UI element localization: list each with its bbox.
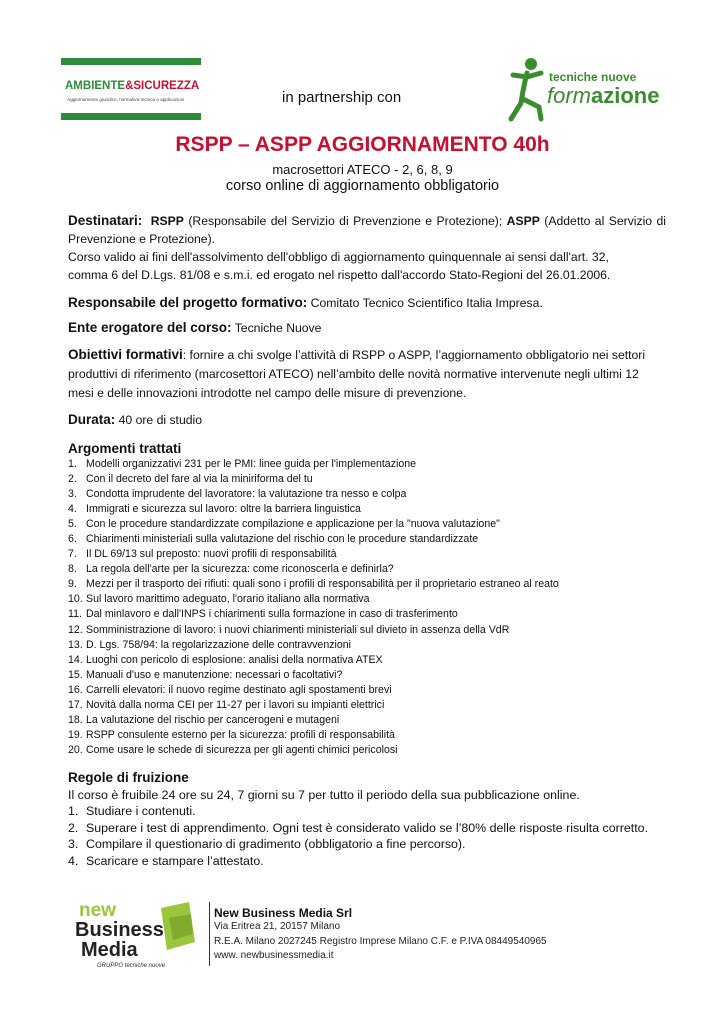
list-item: 9. Mezzi per il trasporto dei rifiuti: quali sono i profili di responsabilità per il proprietario estraneo al reato (68, 578, 559, 591)
list-item: 18. La valutazione del rischio per cancerogeni e mutageni (68, 713, 340, 726)
list-item: 3. Compilare il questionario di gradimento (obbligatorio a fine percorso). (68, 837, 466, 851)
running-figure-icon (511, 58, 541, 119)
list-item: 1. Modelli organizzativi 231 per le PMI: linee guida per l'implementazione (68, 458, 417, 470)
ambiente-sicurezza-logo (61, 58, 201, 120)
svg-text:formazione: formazione (547, 83, 660, 108)
obiettivi-value: : fornire a chi svolge l’attività di RSPP o ASPP, l’aggiornamento obbligatorio nei settori produttivi di riferimento (marcosettori ATECO) nell’ambito delle novità normative intervenute negli ultimi 12 mesi e delle innovazioni introdotte nel campo delle misure di prevenzione. (68, 348, 646, 400)
svg-text:Media: Media (81, 939, 138, 961)
list-item: 1. Studiare i contenuti. (68, 804, 196, 818)
aspp-label: ASPP (506, 214, 540, 228)
responsabile-section (68, 294, 666, 312)
list-item: 3. Condotta imprudente del lavoratore: la valutazione tra nesso e colpa (68, 488, 407, 501)
list-item: 13. D. Lgs. 758/94: la regolarizzazione delle contravvenzioni (68, 638, 351, 651)
svg-text:Aggiornamento giuridico, norma: Aggiornamento giuridico, normativa tecnica e applicazioni (67, 97, 185, 102)
company-name: New Business Media Srl (214, 906, 353, 920)
list-item: 5. Con le procedure standardizzate compilazione e applicazione per la "nuova valutazione" (68, 518, 500, 531)
list-item: 8. La regola dell'arte per la sicurezza: come riconoscerla e definirla? (68, 563, 394, 576)
destinatari-section (68, 212, 666, 284)
list-item: 4. Immigrati e sicurezza sul lavoro: oltre la barriera linguistica (68, 503, 361, 516)
rspp-description: (Responsabile del Servizio di Prevenzione e Protezione); (183, 214, 507, 228)
company-website[interactable]: www. newbusinessmedia.it (214, 949, 334, 961)
list-item: 6. Chiarimenti ministeriali sulla valutazione del rischio con le procedure standardizzate (68, 533, 479, 546)
svg-text:AMBIENTE&SICUREZZA: AMBIENTE&SICUREZZA (65, 80, 200, 92)
destinatari-text: Corso valido ai fini dell'assolvimento dell'obbligo di aggiornamento quinquennale ai sensi dall'art. 32, comma 6 del D.Lgs. 81/08 e s.m.i. ed erogato nel rispetto dall'accordo Stato-Regioni del 26.01.2006. (68, 250, 611, 282)
rspp-label: RSPP (150, 214, 184, 228)
list-item: 20. Come usare le schede di sicurezza per gli agenti chimici pericolosi (68, 743, 398, 756)
ente-section (68, 319, 666, 337)
svg-text:new: new (79, 900, 116, 921)
obiettivi-label: Obiettivi formativi (68, 347, 183, 362)
course-title: RSPP – ASPP AGGIORNAMENTO 40h (175, 133, 550, 156)
responsabile-label: Responsabile del progetto formativo: (68, 295, 308, 310)
destinatari-label: Destinatari: (68, 213, 143, 228)
list-item: 4. Scaricare e stampare l’attestato. (68, 853, 264, 868)
partnership-text: in partnership con (282, 89, 402, 106)
list-item: 19. RSPP consulente esterno per la sicurezza: profili di responsabilità (68, 728, 395, 741)
tecniche-nuove-formazione-logo (505, 55, 665, 123)
list-item: 16. Carrelli elevatori: il nuovo regime destinato agli spostamenti brevi (68, 683, 392, 696)
list-item: 2. Superare i test di apprendimento. Ogni test è considerato valido se l’80% delle risposte risulta corretto. (68, 820, 649, 835)
regole-intro: Il corso è fruibile 24 ore su 24, 7 giorni su 7 per tutto il periodo della sua pubblicazione online. (68, 787, 580, 802)
aspp-description: (Addetto al Servizio di Prevenzione e Protezione). (68, 214, 666, 246)
list-item: 15. Manuali d'uso e manutenzione: necessari o facoltativi? (68, 668, 343, 681)
list-item: 7. Il DL 69/13 sul preposto: nuovi profili di responsabilità (68, 548, 337, 561)
svg-text:Business: Business (75, 919, 164, 941)
company-rea: R.E.A. Milano 2027245 Registro Imprese Milano C.F. e P.IVA 08449540965 (214, 935, 547, 947)
svg-text:GRUPPO tecniche nuove: GRUPPO tecniche nuove (97, 963, 166, 969)
list-item: 2. Con il decreto del fare al via la miniriforma del tu (68, 473, 313, 486)
ente-value: Tecniche Nuove (231, 321, 322, 335)
regole-heading: Regole di fruizione (68, 770, 189, 785)
regole-list (68, 803, 666, 869)
obiettivi-section (68, 345, 666, 403)
ente-label: Ente erogatore del corso: (68, 320, 232, 335)
footer-divider (209, 902, 210, 966)
responsabile-value: Comitato Tecnico Scientifico Italia Impresa. (307, 296, 543, 310)
course-subtitle-type: corso online di aggiornamento obbligatorio (225, 178, 500, 194)
regole-section (68, 770, 666, 869)
list-item: 10. Sul lavoro marittimo adeguato, l'orario italiano alla normativa (68, 593, 370, 606)
svg-text:tecniche nuove: tecniche nuove (549, 70, 637, 84)
company-address: Via Eritrea 21, 20157 Milano (214, 921, 341, 933)
list-item: 12. Somministrazione di lavoro: i nuovi chiarimenti ministeriali sul divieto in assenza della VdR (68, 623, 510, 636)
argomenti-heading: Argomenti trattati (68, 441, 182, 456)
course-subtitle-ateco: macrosettori ATECO - 2, 6, 8, 9 (272, 162, 453, 177)
footer-company-info (214, 906, 547, 963)
argomenti-list (68, 457, 658, 758)
list-item: 11. Dal minlavoro e dall'INPS i chiarimenti sulla formazione in caso di trasferimento (68, 608, 458, 621)
durata-label: Durata: (68, 412, 116, 427)
list-item: 17. Novità dalla norma CEI per 11-27 per i lavori su impianti elettrici (68, 698, 385, 711)
durata-value: 40 ore di studio (115, 413, 202, 427)
new-business-media-logo (75, 898, 197, 970)
list-item: 14. Luoghi con pericolo di esplosione: analisi della normativa ATEX (68, 653, 383, 666)
durata-section (68, 411, 666, 429)
